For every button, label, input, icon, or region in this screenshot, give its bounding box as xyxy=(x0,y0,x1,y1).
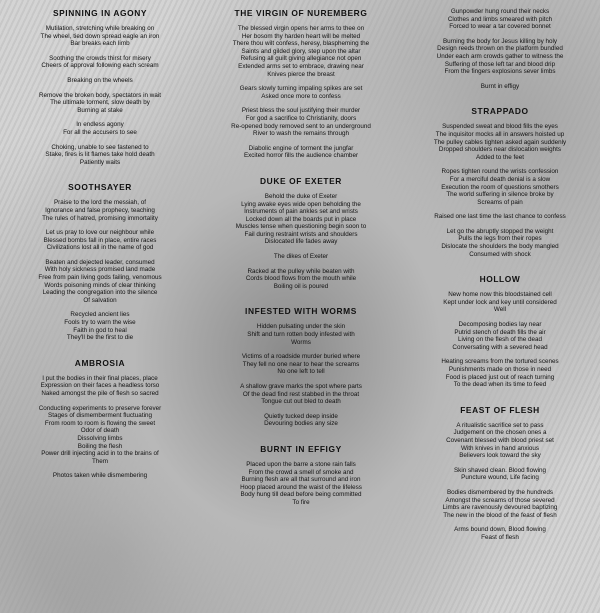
stanza xyxy=(206,268,396,291)
lyric-line: The new in the blood of the feast of flesh xyxy=(443,511,557,519)
lyric-line: Power drill injecting acid in to the brains of xyxy=(41,450,159,458)
lyric-line: Worms xyxy=(291,338,311,346)
lyric-line: Design reeds thrown on the platform bundled xyxy=(437,45,563,53)
lyric-line: Gunpowder hung round their necks xyxy=(450,8,550,15)
lyric-line: Tongue cut out bled to death xyxy=(261,398,341,406)
song-spacer xyxy=(404,97,596,106)
lyric-line: With holy sickness promised land made xyxy=(44,266,156,274)
stanza xyxy=(206,25,396,78)
lyric-line: Burnt in effigy xyxy=(480,82,520,90)
song-block xyxy=(206,176,396,307)
lyric-line: They'll be the first to die xyxy=(66,334,134,342)
lyric-line: Expression on their faces a headless torso xyxy=(40,382,160,390)
lyric-line: Let us pray to love our neighbour while xyxy=(45,229,155,237)
lyric-line: Behold the duke of Exeter xyxy=(264,192,338,200)
lyric-line: The inquisitor mocks all in answers hoisted up xyxy=(435,130,565,138)
song-spacer xyxy=(404,396,596,405)
stanza xyxy=(6,121,194,136)
song-block xyxy=(404,405,596,558)
stanza xyxy=(404,526,596,541)
song-spacer xyxy=(404,265,596,274)
song-title: SPINNING IN AGONY xyxy=(52,8,148,18)
lyric-line: Cords blood flows from the mouth while xyxy=(245,275,357,283)
stanza xyxy=(206,383,396,406)
lyric-line: To fire xyxy=(292,498,310,506)
lyric-line: There thou wilt confess, heresy, blaspheming the xyxy=(232,40,370,48)
lyric-line: Shift and turn rotten body infested with xyxy=(247,331,355,339)
stanza xyxy=(404,123,596,161)
lyric-line: Knives pierce the breast xyxy=(267,70,335,78)
lyric-line: Heating screams from the tortured scenes xyxy=(441,358,559,366)
song-title: STRAPPADO xyxy=(471,106,529,117)
lyric-line: A ritualistic sacrifice set to pass xyxy=(456,421,544,429)
lyric-line: Re-opened body removed sent to an underground xyxy=(231,122,371,130)
lyric-line: Dislocate the shoulders the body mangled xyxy=(441,243,559,251)
lyric-line: Burning the body for Jesus killing by holy xyxy=(442,37,558,45)
stanza xyxy=(404,8,596,31)
lyric-line: From room to room is flowing the sweet xyxy=(44,419,156,427)
stanza xyxy=(404,83,596,91)
lyric-line: Consumed with shock xyxy=(469,250,531,258)
lyric-line: The wheel, tied down spread eagle an iron xyxy=(40,32,160,40)
stanza xyxy=(404,489,596,519)
lyric-line: Hidden pulsating under the skin xyxy=(256,323,346,331)
lyric-line: Stake, fires is lit flames take hold death xyxy=(45,151,155,159)
lyric-line: Breaking on the wheels xyxy=(67,76,133,84)
lyric-line: Her bosom thy harden heart will be melted xyxy=(241,32,361,40)
lyric-line: Hoop placed around the waist of the lifeless xyxy=(240,483,362,491)
stanza xyxy=(6,472,194,480)
lyric-line: Amongst the screams of those severed xyxy=(445,496,555,504)
lyric-line: Screams of pain xyxy=(477,198,523,206)
stanza xyxy=(404,291,596,314)
lyric-line: Odor of death xyxy=(80,427,120,435)
stanza xyxy=(404,168,596,206)
lyric-line: Placed upon the barre a stone rain falls xyxy=(246,460,356,468)
lyric-line: Gears slowly turning impaling spikes are set xyxy=(239,85,363,93)
lyric-line: Skin shaved clean. Blood flowing xyxy=(453,466,547,474)
lyric-line: Clothes and limbs smeared with pitch xyxy=(447,15,553,23)
song-spacer xyxy=(6,349,194,358)
lyric-line: Locked down all the boards put in place xyxy=(245,215,357,223)
lyric-line: Burning at stake xyxy=(77,106,123,114)
lyric-line: Raised one last time the last chance to confess xyxy=(434,213,566,221)
lyric-line: Photos taken while dismembering xyxy=(52,472,148,480)
lyric-line: Saints and gilded glory, step upon the altar xyxy=(241,47,361,55)
lyric-line: Feast of flesh xyxy=(481,533,519,541)
song-block xyxy=(206,8,396,176)
lyric-line: Racked at the pulley while beaten with xyxy=(247,267,355,275)
stanza xyxy=(6,199,194,222)
lyric-line: Patiently waits xyxy=(79,158,121,166)
lyric-line: For a merciful death denial is a slow xyxy=(449,175,551,183)
lyric-line: They fell no one near to hear the screams xyxy=(242,360,360,368)
lyric-line: New home now this bloodstained cell xyxy=(448,291,552,299)
lyric-line: The rules of hatred, promising immortality xyxy=(42,214,158,222)
stanza xyxy=(404,213,596,221)
song-spacer xyxy=(206,167,396,176)
lyric-line: Civilizations lost all in the name of god xyxy=(46,244,154,252)
lyric-line: Added to the feet xyxy=(476,153,524,161)
lyric-line: Covenant blessed with blood priest set xyxy=(446,436,554,444)
song-spacer xyxy=(404,549,596,558)
stanza xyxy=(6,25,194,48)
song-block xyxy=(404,8,596,106)
lyric-line: Forced to wear a tar covered bonnet xyxy=(449,23,551,31)
lyric-line: Remove the broken body, spectators in wait xyxy=(38,91,162,99)
stanza xyxy=(6,229,194,252)
song-title: FEAST OF FLESH xyxy=(460,404,540,415)
lyric-line: Limbs are ravenously devoured baptizing xyxy=(442,504,558,512)
song-spacer xyxy=(6,173,194,182)
stanza xyxy=(404,422,596,460)
lyric-line: Free from pain living gods failing, venomous xyxy=(38,274,162,282)
stanza xyxy=(6,144,194,167)
lyric-line: Dropped shoulders near dislocation weights xyxy=(438,146,562,154)
lyric-line: Of salvation xyxy=(83,296,117,304)
lyric-line: Mutilation, stretching while breaking on xyxy=(45,25,155,32)
lyric-line: Asked once more to confess xyxy=(261,92,341,100)
stanza xyxy=(206,413,396,428)
lyric-line: River to wash the remains through xyxy=(253,130,349,138)
stanza xyxy=(206,107,396,137)
lyric-line: Naked amongst the pile of flesh so sacred xyxy=(41,390,159,397)
stanza xyxy=(6,259,194,305)
lyric-line: Stages of dismemberment fluctuating xyxy=(48,412,152,420)
lyric-line: Diabolic engine of torment the jungfar xyxy=(248,144,354,152)
lyric-line: Body hung till dead before being committed xyxy=(240,491,362,499)
lyric-line: Refusing all guilt giving allegiance not open xyxy=(240,55,362,63)
stanza xyxy=(6,405,194,466)
lyric-line: Pulls the legs from their ropes xyxy=(458,235,542,243)
lyric-line: Arms bound down, Blood flowing xyxy=(454,526,546,534)
song-title: DUKE OF EXETER xyxy=(260,175,342,186)
stanza xyxy=(404,321,596,351)
stanza xyxy=(206,461,396,507)
lyric-line: Devouring bodies any size xyxy=(264,420,338,428)
lyric-line: From the fingers explosions sever limbs xyxy=(444,68,556,76)
song-block xyxy=(6,8,194,182)
lyric-line: Cheers of approval following each scream xyxy=(41,62,159,70)
lyric-line: To the dead when its time to feed xyxy=(453,381,547,389)
lyric-line: Let go the abruptly stopped the weight xyxy=(446,227,554,235)
stanza xyxy=(404,467,596,482)
lyric-line: Dislocated life fades away xyxy=(264,238,338,246)
song-spacer xyxy=(206,514,396,523)
lyric-line: Conversating with a severed head xyxy=(452,343,548,351)
lyric-line: For all the accusers to see xyxy=(63,128,137,136)
lyrics-column-1 xyxy=(6,8,194,496)
stanza xyxy=(6,311,194,341)
lyric-line: Believers look toward the sky xyxy=(459,452,541,460)
stanza xyxy=(404,228,596,258)
lyric-line: Kept under lock and key until considered xyxy=(443,298,557,306)
lyric-line: Burning flesh are all that surround and iron xyxy=(241,476,361,484)
lyric-line: Priest bless the soul justifying their murder xyxy=(241,107,361,115)
song-block xyxy=(6,358,194,496)
stanza xyxy=(206,145,396,160)
stanza xyxy=(206,193,396,246)
lyric-line: I put the bodies in their final places, place xyxy=(42,374,158,382)
lyric-line: Recycled ancient lies xyxy=(70,311,130,319)
lyric-line: Ignorance and false prophecy, teaching xyxy=(45,206,155,214)
lyrics-column-3 xyxy=(404,8,596,558)
song-title: INFESTED WITH WORMS xyxy=(245,306,357,317)
song-title: THE VIRGIN OF NUREMBERG xyxy=(234,8,368,18)
lyric-line: Blessed bombs fall in place, entire races xyxy=(43,236,157,244)
song-spacer xyxy=(206,297,396,306)
lyric-line: Victims of a roadside murder buried where xyxy=(241,353,361,361)
stanza xyxy=(6,77,194,85)
lyric-line: Living on the flesh of the dead xyxy=(457,336,543,344)
stanza xyxy=(206,85,396,100)
stanza xyxy=(6,375,194,398)
lyric-line: Punishments made on those in need xyxy=(448,366,552,373)
song-block xyxy=(6,182,194,358)
lyric-line: Puncture wound, Life facing xyxy=(461,474,539,482)
lyric-line: Suspended sweat and blood fills the eyes xyxy=(442,123,558,131)
lyric-line: With knives in hand anxious xyxy=(460,444,540,452)
stanza xyxy=(206,323,396,346)
lyric-line: Faith in god to heal xyxy=(73,326,127,334)
lyric-line: Excited horror fills the audience chamber xyxy=(243,152,359,160)
lyric-line: Under each arm crowds gather to witness the xyxy=(436,52,564,60)
stanza xyxy=(206,353,396,376)
song-block xyxy=(404,274,596,405)
lyric-line: A shallow grave marks the spot where parts xyxy=(240,383,362,390)
lyric-line: Words poisoning minds of clear thinking xyxy=(44,281,156,289)
lyric-line: No one left to tell xyxy=(277,368,325,376)
lyric-line: Fools try to warn the wise xyxy=(64,319,136,327)
lyric-line: Them xyxy=(91,457,109,465)
lyric-line: Beaten and dejected leader, consumed xyxy=(45,258,155,266)
song-title: BURNT IN EFFIGY xyxy=(260,443,342,454)
song-title: AMBROSIA xyxy=(74,357,126,368)
song-block xyxy=(404,106,596,274)
lyric-line: Well xyxy=(493,306,507,314)
stanza xyxy=(6,55,194,70)
lyric-line: Of the dead find rest stabbed in the throat xyxy=(242,390,360,398)
lyric-line: Judgement on the chosen ones a xyxy=(453,429,547,437)
lyric-line: Soothing the crowds thirst for misery xyxy=(49,54,151,62)
lyric-line: Putrid stench of death fills the air xyxy=(454,328,546,336)
lyric-line: Suffering of those left tar and blood drip xyxy=(444,60,556,68)
lyric-line: Food is placed just out of reach turning xyxy=(445,373,555,381)
lyric-line: The blessed virgin opens her arms to thee on xyxy=(237,25,365,32)
lyric-line: The pulley cables tighten asked again suddenly xyxy=(433,138,567,146)
lyric-line: From the crowd a smell of smoke and xyxy=(248,468,354,476)
lyric-line: Lying awake eyes wide open beholding the xyxy=(241,200,361,208)
lyrics-column-2 xyxy=(206,8,396,523)
lyric-line: Ropes tighten round the wrists confession xyxy=(441,168,559,176)
lyric-line: Bodies dismembered by the hundreds xyxy=(446,488,554,496)
lyric-line: The world suffering in silence broke by xyxy=(446,191,554,199)
lyric-line: Quietly tucked deep inside xyxy=(264,412,338,420)
lyric-line: Boiling oil is poured xyxy=(273,282,329,290)
stanza xyxy=(206,253,396,261)
lyric-line: Muscles tense when questioning begin soon to xyxy=(235,223,367,231)
stanza xyxy=(404,38,596,76)
song-block xyxy=(206,444,396,523)
lyric-line: Leading the congregation into the silence xyxy=(42,289,158,297)
lyric-line: For god a sacrifice to Christianity, doors xyxy=(245,114,357,122)
lyric-line: Dissolving limbs xyxy=(77,434,123,442)
song-title: HOLLOW xyxy=(479,274,521,285)
lyric-line: Decomposing bodies lay near xyxy=(458,321,542,329)
lyric-line: Praise to the lord the messiah, of xyxy=(53,199,147,207)
song-spacer xyxy=(6,487,194,496)
lyric-line: In endless agony xyxy=(76,121,124,129)
song-block xyxy=(206,306,396,444)
song-spacer xyxy=(206,435,396,444)
lyric-line: Fail during restraint wrists and shoulders xyxy=(244,230,358,238)
lyric-line: Conducting experiments to preserve forever xyxy=(38,404,162,412)
lyric-line: Instruments of pain ankles set and wrists xyxy=(244,208,358,216)
lyric-line: Extended arms set to embrace, drawing near xyxy=(238,62,364,70)
lyric-line: Choking, unable to see fastened to xyxy=(51,143,149,151)
lyric-line: Execution the room of questions smothers xyxy=(441,183,559,191)
lyric-line: Boiling the flesh xyxy=(77,442,123,450)
lyric-line: Bar breaks each limb xyxy=(70,40,130,48)
lyric-line: The ultimate torment, slow death by xyxy=(50,99,150,107)
song-title: SOOTHSAYER xyxy=(68,182,132,193)
stanza xyxy=(6,92,194,115)
stanza xyxy=(404,358,596,388)
lyric-line: The dikes of Exeter xyxy=(273,253,329,261)
